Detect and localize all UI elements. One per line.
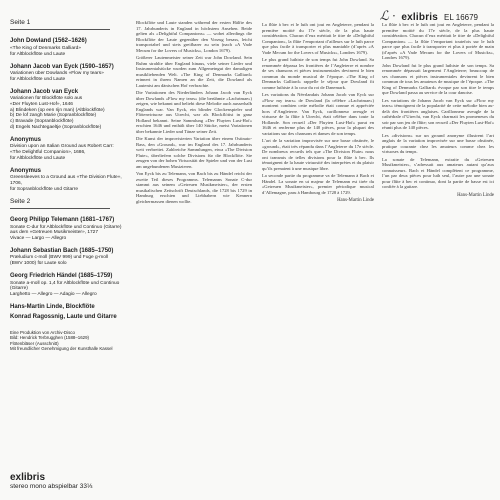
program-item (10, 273, 128, 298)
paragraph: Le plus grand luthiste de son temps fut John Dowland. Sa renommée dépassa les frontières de l’Angleterre et nombre de ses chansons et pièces instrumentales devinrent le bien commun du monde musical de l’époque. «The King of Denmarks Galliard» rappelle le séjour que Dowland fit comme luthiste à la cour du roi de Danemark. (262, 57, 374, 90)
liner-notes-german (136, 20, 252, 206)
paragraph: Les «divisions» sur un ground anonyme illustrent l’art anglais de la variation improvisée sur une basse obstinée, pratique courante chez les amateurs comme chez les virtuoses du temps. (382, 132, 494, 154)
composer-name: Anonymus (10, 136, 42, 143)
composer-name: Georg Friedrich Händel (1685–1759) (10, 273, 113, 280)
work-line: c) Bravade (Sopranblockflöte) (10, 119, 74, 125)
work-line: für Sopranblockflöte und Gitarre (10, 186, 78, 192)
brand-mark: ℒ · (379, 8, 396, 23)
performers (10, 304, 128, 322)
work-line: Variationen über Dowlands «Flow my tears» (10, 71, 104, 76)
brand-logo: exlibris (401, 12, 439, 23)
work-line: «Der Fluyten Lust-Hof», 1646 (10, 101, 73, 107)
work-line: «The King of Denmarks Galliard» (10, 45, 81, 51)
composer-name: John Dowland (1562–1626) (10, 38, 87, 45)
work-line: aus dem «Getreuen Musikmeister», 1727 (10, 230, 98, 236)
credits (10, 330, 128, 352)
program-item (10, 217, 128, 242)
performer-1: Hans-Martin Linde, Blockflöte (10, 303, 95, 310)
credit-line: Eine Produktion von Archiv-Disco (10, 329, 75, 335)
composer-name: Johann Jacob van Eyck (10, 88, 79, 95)
work-line: für Altblockflöte und Laute (10, 76, 66, 82)
composer-name: Anonymus (10, 167, 42, 174)
liner-notes-column-2 (262, 22, 374, 204)
paragraph: Les variations du Néerlandais Johann Jacob van Eyck sur «Flow my tears» de Dowland (la célèbre «Lachrimae») montrent combien cette mélodie était connue et appréciée hors d’Angleterre. Van Eyck, carillonneur aveugle et virtuose de la flûte à Utrecht, était célèbre dans toute la Hollande. Son recueil «Der Fluyten Lust-Hof» parut en 1646 et renferme plus de 140 pièces, pour la plupart des variations sur des chansons et danses de son temps. (262, 92, 374, 136)
paragraph: L’art de la variation improvisée sur une basse obstinée, le «ground», était très répandu dans l’Angleterre du 17e siècle. De nombreux recueils tels que «The Division Flute» nous ont transmis de telles divisions pour la flûte à bec. Ils témoignent de la haute virtuosité des interprètes et du plaisir qu’ils prenaient à une musique libre. (262, 138, 374, 171)
program-item (10, 137, 128, 162)
program-item (10, 168, 128, 193)
performer-2: Konrad Ragossnig, Laute und Gitarre (10, 314, 117, 321)
divider (10, 29, 110, 30)
side-2-title: Seite 2 (10, 197, 31, 205)
program-item (10, 38, 128, 57)
paragraph: La sonate de Telemann, extraite du «Getreuen Musikmeister», s’adressait aux amateurs autant qu’aux connaisseurs. Bach et Händel complètent ce programme, l’un par deux pièces pour luth seul, l’autre par une sonate pour flûte à bec et continuo, dont la partie de basse est ici confiée à la guitare. (382, 156, 494, 189)
footer-logo: exlibris (10, 472, 46, 483)
program-item (10, 89, 128, 131)
side-1-items (10, 38, 128, 192)
catalog-number: EL 16679 (444, 13, 478, 22)
credit-line: Bild: Hendrick Terbrugghen (1588–1629) (10, 335, 90, 341)
program-listing (10, 20, 128, 352)
work-line: (Gitarre) (10, 286, 28, 292)
credit-line: Mit freundlicher Genehmigung der Kunsthalle Kassel (10, 346, 113, 352)
program-item (10, 64, 128, 83)
liner-notes-column-3 (382, 22, 494, 198)
paragraph: Die Variationen des Niederländers Johann Jacob van Eyck über Dowlands «Flow my tears» (die berühmte «Lachrimae») zeigen, wie bekannt und beliebt diese Melodie auch ausserhalb Englands war. Van Eyck, ein blinder Glockenspieler und Flötenvirtuose aus Utrecht, war als Blockflötist in ganz Holland bekannt. Seine Sammlung «Der Fluyten Lust-Hof» erschien 1646 und enthält über 140 Stücke, meist Variationen über bekannte Lieder und Tänze seiner Zeit. (136, 90, 252, 134)
composer-name: Johann Sebastian Bach (1685–1750) (10, 247, 114, 254)
work-line: für Altblockflöte und Laute (10, 51, 66, 57)
work-line: b) De lof zangh Marie (Sopranblockflöte) (10, 113, 97, 119)
signature: Hans-Martin Linde (457, 192, 494, 198)
work-line: Præludium c-moll (BWV 999) und Fuge g-moll (10, 255, 109, 261)
program-item (10, 248, 128, 267)
side-1-title: Seite 1 (10, 19, 31, 26)
credit-line: Flötenbläser (Ausschnitt) (10, 340, 59, 346)
work-line: «The Delightful Companion», 1686, (10, 150, 86, 156)
work-line: Vivace — Largo — Allegro (10, 236, 67, 242)
paragraph: La seconde partie du programme va de Telemann à Bach et Händel. La sonate en ut majeur de Telemann est tirée du «Getreuen Musikmeister», premier périodique musical d’Allemagne, paru à Hambourg de 1728 à 1729. (262, 173, 374, 195)
side-2-items (10, 217, 128, 298)
work-line: Division upon an Italian Ground aus Robert Carr: (10, 144, 114, 150)
footer-format: stereo mono abspielbar 33⅓ (10, 483, 93, 490)
work-line: d) Engels Nachtegaeltje (Sopranblockflöte) (10, 125, 102, 131)
composer-name: Johann Jacob van Eyck (1590–1657) (10, 63, 114, 70)
paragraph: Les variations de Johann Jacob van Eyck sur «Flow my tears» témoignent de la popularité de cette mélodie bien au-delà des frontières anglaises. Carillonneur aveugle de la cathédrale d’Utrecht, van Eyck charmait les promeneurs du soir par son jeu de flûte; son recueil «Der Fluyten Lust-Hof» réunit plus de 140 pièces. (382, 97, 494, 130)
work-line: (BWV 1000) für Laute solo (10, 261, 67, 267)
work-line: Sonate C-dur für Altblockflöte und Continuo (Gitarre) (10, 224, 122, 230)
work-line: Variationen für Blockflöte solo aus (10, 96, 83, 102)
paragraph: John Dowland fut le plus grand luthiste de son temps. Sa renommée dépassait largement l’Angleterre; beaucoup de ses chansons et pièces instrumentales devinrent le bien commun de tous les amateurs de musique de l’époque. «The King of Denmarks Galliard» évoque par son titre le temps que Dowland passa au service de la cour danoise. (382, 62, 494, 95)
work-line: Larghetto — Allegro — Adagio — Allegro (10, 292, 97, 298)
paragraph: Blockflöte und Laute standen während der ersten Hälfte des 17. Jahrhunderts in England in höchstem Ansehen. Beide gelten als «Delightful Companions» — wobei allerdings die Blockflöte der Laute gegenüber den Vorzug besass, leicht transportabel und stets greifbarer zu sein (nach «A Vade Mecum for the Lovers of Musicks», London 1679). (136, 20, 252, 53)
footer-branding (10, 472, 92, 490)
signature: Hans-Martin Linde (337, 198, 374, 203)
work-line: für Altblockflöte und Laute (10, 155, 66, 161)
paragraph: Von Eyck bis zu Telemann, von Bach bis zu Händel reicht der zweite Teil dieses Programms. Telemanns Sonate C-dur stammt aus seinem «Getreuen Musikmeister», der ersten musikalischen Zeitschrift Deutschlands, die 1728 bis 1729 in Hamburg erschien und Liebhabern wie Kennern gleichermassen dienen wollte. (136, 171, 252, 204)
work-line: Sonate a-moll op. 1,4 für Altblockflöte und Continuo (10, 280, 120, 286)
paragraph: La flûte à bec et le luth ont joui en Angleterre, pendant la première moitié du 17e siècle, de la plus haute considération. Chacun d’eux méritait le titre de «Delightful Companion», la flûte l’emportant d’ailleurs sur le luth parce que plus facile à transporter et plus maniable (d’après «A Vade Mecum for the Lovers of Musicks», Londres 1679). (262, 22, 374, 55)
paragraph: La flûte à bec et le luth ont joui en Angleterre, pendant la première moitié du 17e siècle, de la plus haute considération. Chacun d’eux méritait le titre de «Delightful Companion» — la flûte l’emportant toutefois sur le luth parce que plus facile à transporter et plus à portée de main (d’après «A Vade Mecum for the Lovers of Musicks», Londres 1679). (382, 22, 494, 60)
divider (10, 208, 110, 209)
paragraph: Die Kunst der improvisierten Variation über einem Ostinato-Bass, den «Ground», war im England des 17. Jahrhunderts weit verbreitet. Zahlreiche Sammlungen, etwa «The Division Flute», überliefern solche Divisions für die Blockflöte. Sie zeugen von der hohen Virtuosität der Spieler und von der Lust am ungebundenen Musizieren. (136, 136, 252, 169)
composer-name: Georg Philipp Telemann (1681–1767) (10, 217, 115, 224)
work-line: a) Blindeken (op een rijn man) (Altblockflöte) (10, 107, 105, 113)
paragraph: Größerer Lautenmeister seiner Zeit war John Dowland. Sein Ruhm strahlte über England hinaus, viele seiner Lieder und Instrumentalstücke wurden zum Allgemeingut der damaligen musikliebenden Welt. «The King of Denmarks Galliard» erinnert in ihrem Namen an die Zeit, die Dowland als Lautenist am dänischen Hof verbrachte. (136, 55, 252, 88)
work-line: Greensleeves to a Ground aus «The Division Flute», 1706, (10, 175, 122, 187)
